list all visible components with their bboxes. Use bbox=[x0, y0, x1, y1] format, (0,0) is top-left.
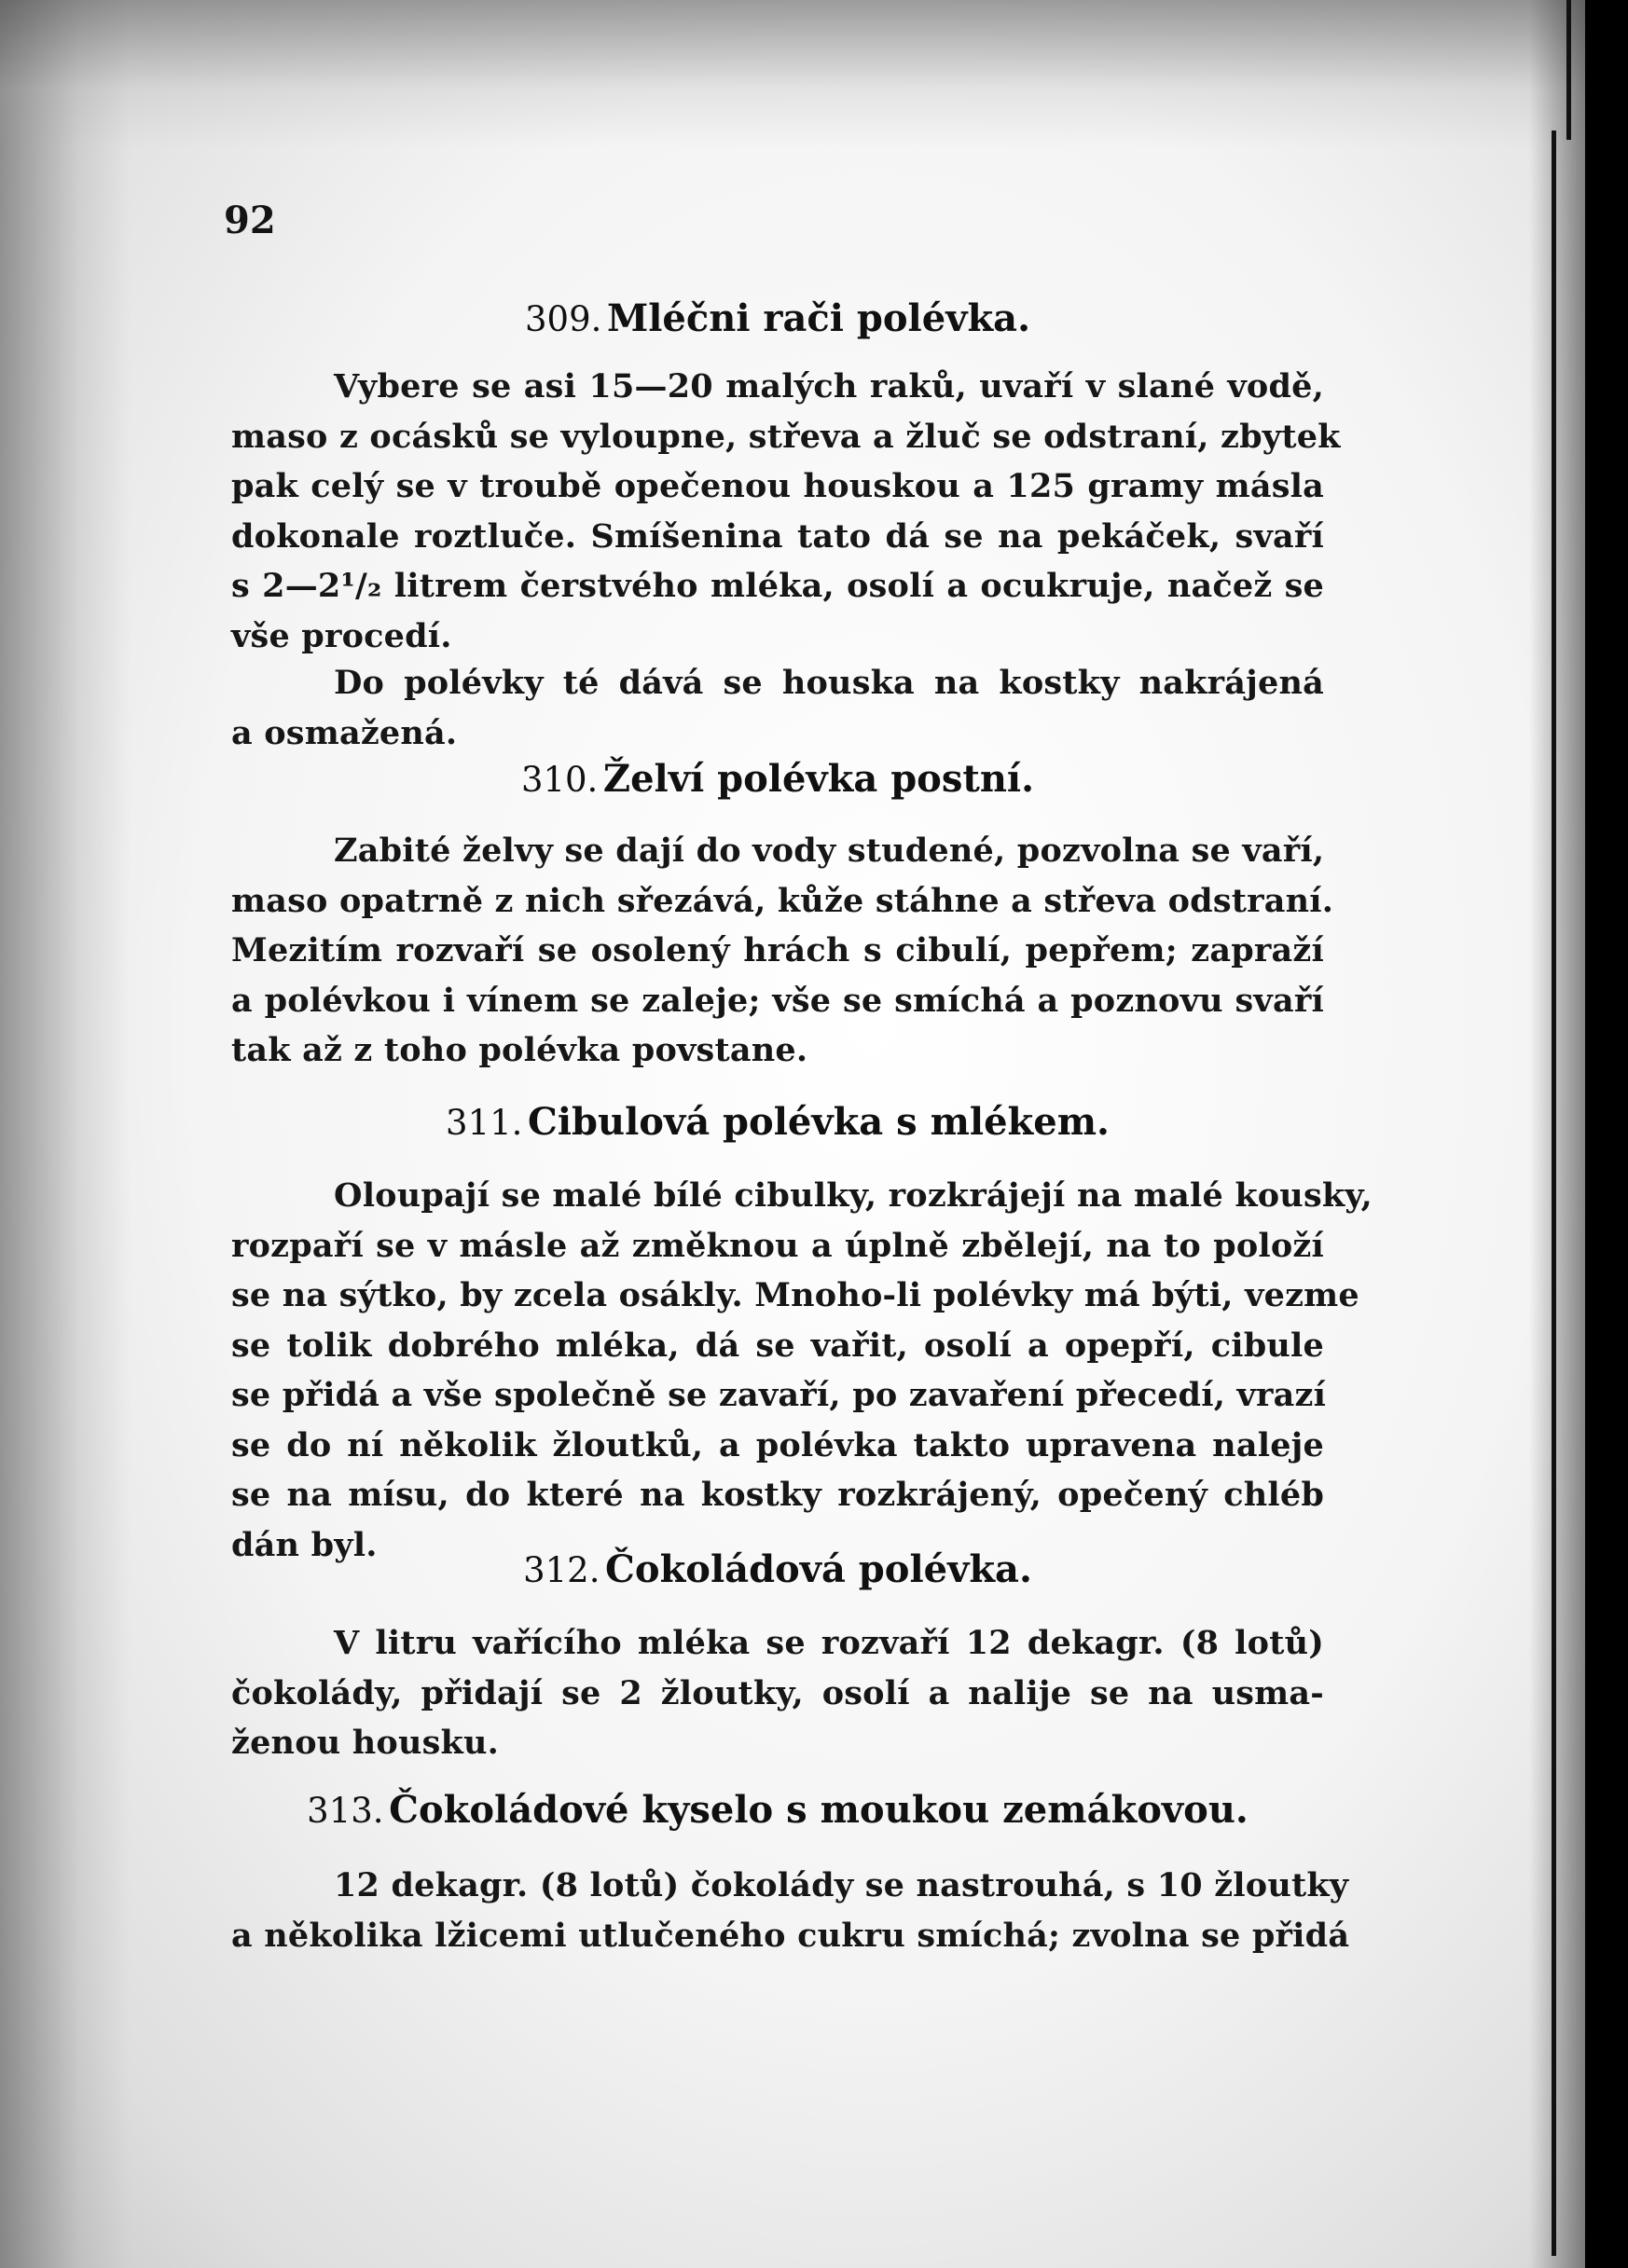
section-title: Cibulová polévka s mlékem. bbox=[528, 1100, 1110, 1144]
section-title: Čokoládová polévka. bbox=[605, 1547, 1032, 1591]
text-line: Oloupají se malé bílé cibulky, rozkrájejí na malé kousky, bbox=[334, 1176, 1373, 1215]
section-number: 309. bbox=[524, 299, 602, 339]
text-line: se přidá a vše společně se zavaří, po zavaření přecedí, vrazí bbox=[231, 1376, 1327, 1414]
text-line: dokonale roztluče. Smíšenina tato dá se na pekáček, svaří bbox=[231, 516, 1324, 556]
section-number: 313. bbox=[307, 1791, 384, 1831]
section-heading bbox=[231, 757, 1324, 801]
paragraph bbox=[231, 1618, 1324, 1768]
text-line: Mezitím rozvaří se osolený hrách s cibulí, pepřem; zapraží bbox=[231, 931, 1324, 969]
section-number: 312. bbox=[523, 1550, 600, 1590]
text-line: ženou housku. bbox=[231, 1724, 499, 1762]
text-line: Do polévky té dává se houska na kostky nakrájená bbox=[334, 664, 1324, 702]
text-line: s 2—2¹/₂ litrem čerstvého mléka, osolí a ocukruje, načež se bbox=[231, 567, 1324, 605]
text-line: pak celý se v troubě opečenou houskou a 125 gramy másla bbox=[231, 467, 1324, 505]
text-line: maso z ocásků se vyloupne, střeva a žluč se odstraní, zbytek bbox=[231, 417, 1341, 456]
text-line: maso opatrně z nich sřezává, kůže stáhne a střeva odstraní. bbox=[231, 881, 1334, 920]
text-line: Vybere se asi 15—20 malých raků, uvaří v slané vodě, bbox=[334, 367, 1324, 405]
section-heading bbox=[231, 296, 1324, 340]
section-title: Čokoládové kyselo s moukou zemákovou. bbox=[389, 1788, 1249, 1832]
binding-edge-line bbox=[1552, 131, 1556, 2256]
text-line: dán byl. bbox=[231, 1525, 378, 1564]
section-title: Želví polévka postní. bbox=[602, 757, 1035, 801]
section-heading bbox=[231, 1100, 1324, 1144]
section-heading bbox=[231, 1547, 1324, 1591]
text-line: čokolády, přidají se 2 žloutky, osolí a nalije se na usma- bbox=[231, 1673, 1324, 1712]
text-line: se tolik dobrého mléka, dá se vařit, osolí a opepří, cibule bbox=[231, 1326, 1324, 1365]
binding-edge-line bbox=[1566, 0, 1571, 140]
text-line: 12 dekagr. (8 lotů) čokolády se nastrouhá, s 10 žloutky bbox=[334, 1866, 1349, 1904]
text-line: V litru vařícího mléka se rozvaří 12 dekagr. (8 lotů) bbox=[334, 1624, 1324, 1662]
text-line: rozpaří se v másle až změknou a úplně zbělejí, na to položí bbox=[231, 1226, 1324, 1265]
page-number: 92 bbox=[224, 199, 276, 242]
paragraph bbox=[231, 1861, 1350, 1960]
text-line: a několika lžicemi utlučeného cukru smíchá; zvolna se přidá bbox=[231, 1916, 1350, 1955]
text-line: se na mísu, do které na kostky rozkrájený, opečený chléb bbox=[231, 1476, 1324, 1514]
page-shadow-top bbox=[0, 0, 1585, 149]
section-number: 310. bbox=[520, 760, 599, 800]
section-title: Mléčni rači polévka. bbox=[606, 296, 1030, 340]
text-line: se do ní několik žloutků, a polévka takto upravena naleje bbox=[231, 1425, 1324, 1464]
section-heading bbox=[231, 1788, 1324, 1832]
text-line: a osmažená. bbox=[231, 713, 458, 752]
paragraph bbox=[231, 826, 1334, 1076]
paragraph bbox=[231, 658, 1324, 758]
paragraph bbox=[231, 362, 1341, 661]
page-shadow-left bbox=[0, 0, 131, 2268]
text-line: a polévkou i vínem se zaleje; vše se smíchá a poznovu svaří bbox=[231, 981, 1324, 1020]
text-line: tak až z toho polévka povstane. bbox=[231, 1031, 808, 1069]
text-line: Zabité želvy se dají do vody studené, pozvolna se vaří, bbox=[334, 832, 1325, 870]
text-line: se na sýtko, by zcela osákly. Mnoho-li polévky má býti, vezme bbox=[231, 1276, 1359, 1314]
section-number: 311. bbox=[446, 1103, 523, 1143]
page-shadow-right bbox=[1529, 0, 1585, 2268]
text-line: vše procedí. bbox=[231, 616, 452, 655]
paragraph bbox=[231, 1171, 1373, 1570]
